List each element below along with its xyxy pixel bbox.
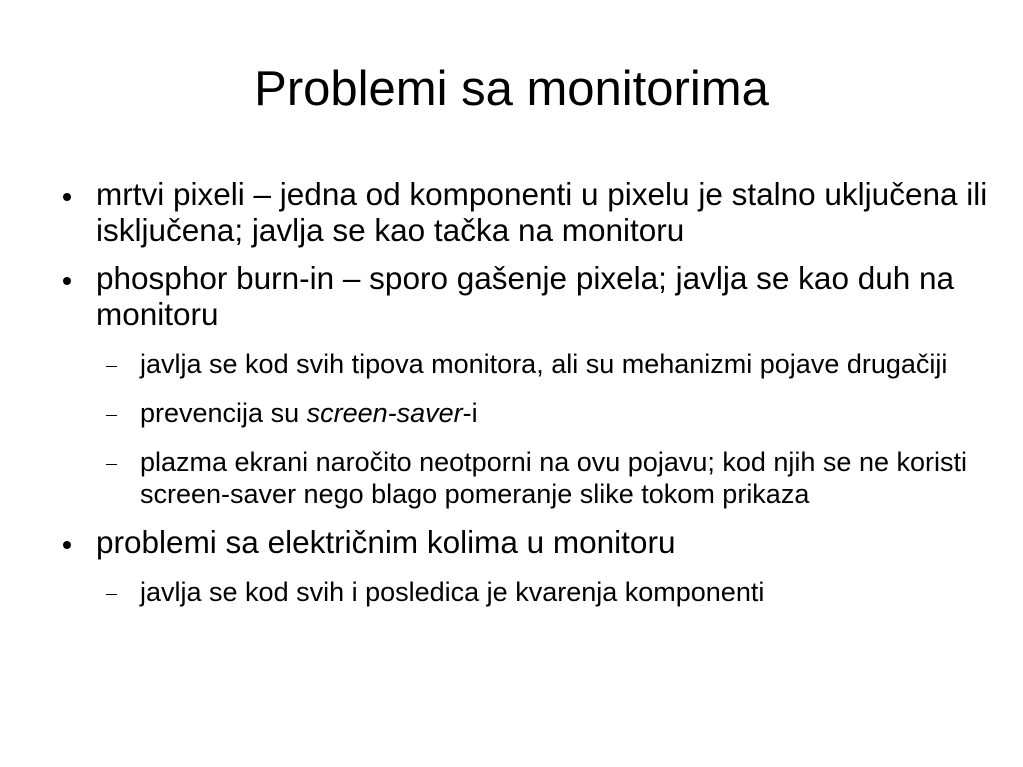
- bullet-text: phosphor burn-in – sporo gašenje pixela; javlja se kao duh na monitoru: [96, 260, 955, 332]
- dash-bullet-icon: [106, 415, 117, 416]
- sub-bullet-text-italic: screen-saver: [306, 398, 463, 428]
- bullet-dot-icon: [63, 277, 71, 285]
- sub-bullet-text: plazma ekrani naročito neotporni na ovu pojavu; kod njih se ne koristi screen-saver nego blago pomeranje slike tokom prikaza: [140, 447, 967, 509]
- dash-bullet-icon: [106, 366, 117, 367]
- dash-bullet-icon: [106, 594, 117, 595]
- sub-bullet-item: [96, 446, 1010, 510]
- bullet-item-circuit-problems: [60, 524, 1010, 608]
- sub-bullet-text-prefix: prevencija su: [140, 398, 307, 428]
- bullet-text: mrtvi pixeli – jedna od komponenti u pixelu je stalno uključena ili isključena; javlja se kao tačka na monitoru: [96, 176, 988, 248]
- bullet-list: [60, 176, 1010, 625]
- sub-bullet-text: javlja se kod svih i posledica je kvarenja komponenti: [140, 577, 765, 607]
- bullet-dot-icon: [63, 541, 71, 549]
- sub-bullet-item: [96, 348, 1010, 380]
- sub-bullet-text: javlja se kod svih tipova monitora, ali su mehanizmi pojave drugačiji: [140, 349, 948, 379]
- slide-title: Problemi sa monitorima: [254, 62, 769, 116]
- bullet-text: problemi sa električnim kolima u monitoru: [96, 524, 676, 560]
- dash-bullet-icon: [106, 464, 117, 465]
- sub-bullet-item: [96, 576, 1010, 608]
- sub-bullet-text-suffix: -i: [462, 398, 478, 428]
- sub-bullet-list: [96, 576, 1010, 608]
- bullet-item-burn-in: [60, 260, 1010, 510]
- sub-bullet-item: [96, 397, 1010, 429]
- sub-bullet-list: [96, 348, 1010, 510]
- bullet-dot-icon: [63, 193, 71, 201]
- bullet-item-dead-pixels: [60, 176, 1010, 248]
